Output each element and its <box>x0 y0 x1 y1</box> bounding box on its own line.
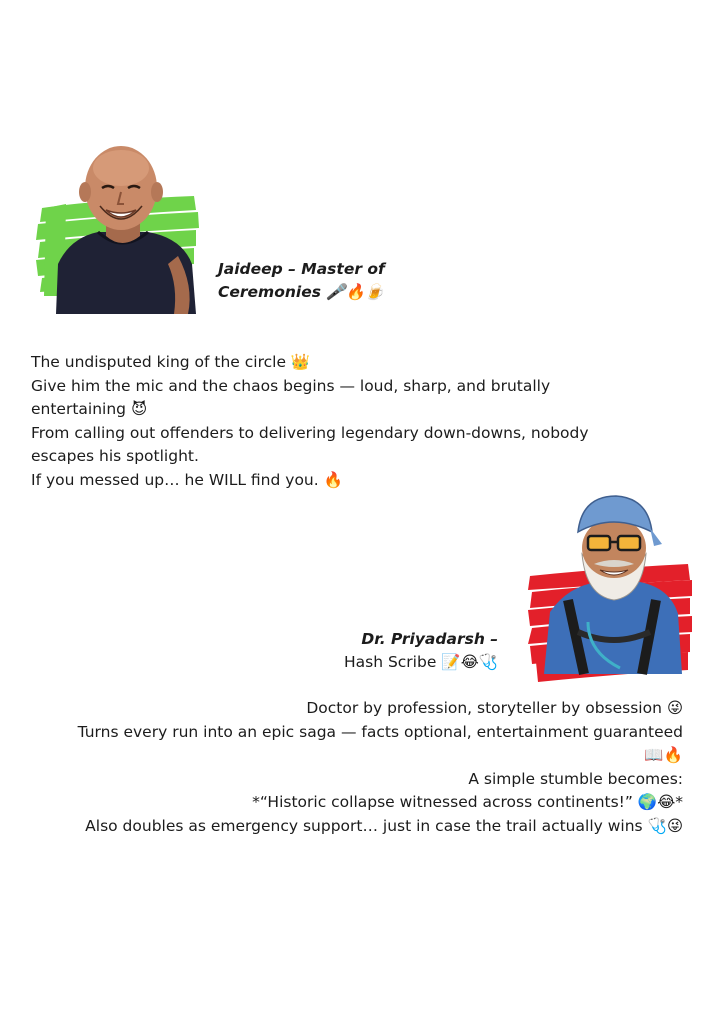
profile-name-line2: Ceremonies 🎤🔥🍺 <box>218 283 385 301</box>
portrait-priyadarsh <box>528 492 694 684</box>
bio-line: 📖🔥 <box>644 746 683 764</box>
bio-line: *“Historic collapse witnessed across continents!” 🌍😂* <box>252 793 683 811</box>
profile-bio-priyadarsh <box>33 697 683 838</box>
bio-line: From calling out offenders to delivering legendary down-downs, nobody <box>31 423 589 442</box>
bio-line: If you messed up… he WILL find you. 🔥 <box>31 470 343 489</box>
bio-line: The undisputed king of the circle 👑 <box>31 353 311 371</box>
bio-line: A simple stumble becomes: <box>468 769 683 788</box>
bio-line: entertaining 😈 <box>31 400 148 418</box>
profile-name-line1: Jaideep – Master of <box>218 260 385 278</box>
portrait-priyadarsh-illustration <box>528 492 694 684</box>
bio-line: Doctor by profession, storyteller by obsession 😜 <box>306 699 683 717</box>
profile-bio-jaideep <box>31 351 671 492</box>
profile-name-jaideep <box>218 258 418 304</box>
portrait-jaideep <box>36 146 204 318</box>
portrait-jaideep-illustration <box>36 146 204 318</box>
profile-name-line2: Hash Scribe 📝😂🩺 <box>343 653 498 671</box>
bio-line: Give him the mic and the chaos begins — loud, sharp, and brutally <box>31 376 551 395</box>
bio-line: escapes his spotlight. <box>31 447 199 465</box>
profile-name-line1: Dr. Priyadarsh – <box>361 630 498 648</box>
bio-line: Turns every run into an epic saga — facts optional, entertainment guaranteed <box>77 722 683 741</box>
profile-name-priyadarsh <box>270 628 498 674</box>
bio-line: Also doubles as emergency support… just in case the trail actually wins 🩺😜 <box>85 816 683 835</box>
